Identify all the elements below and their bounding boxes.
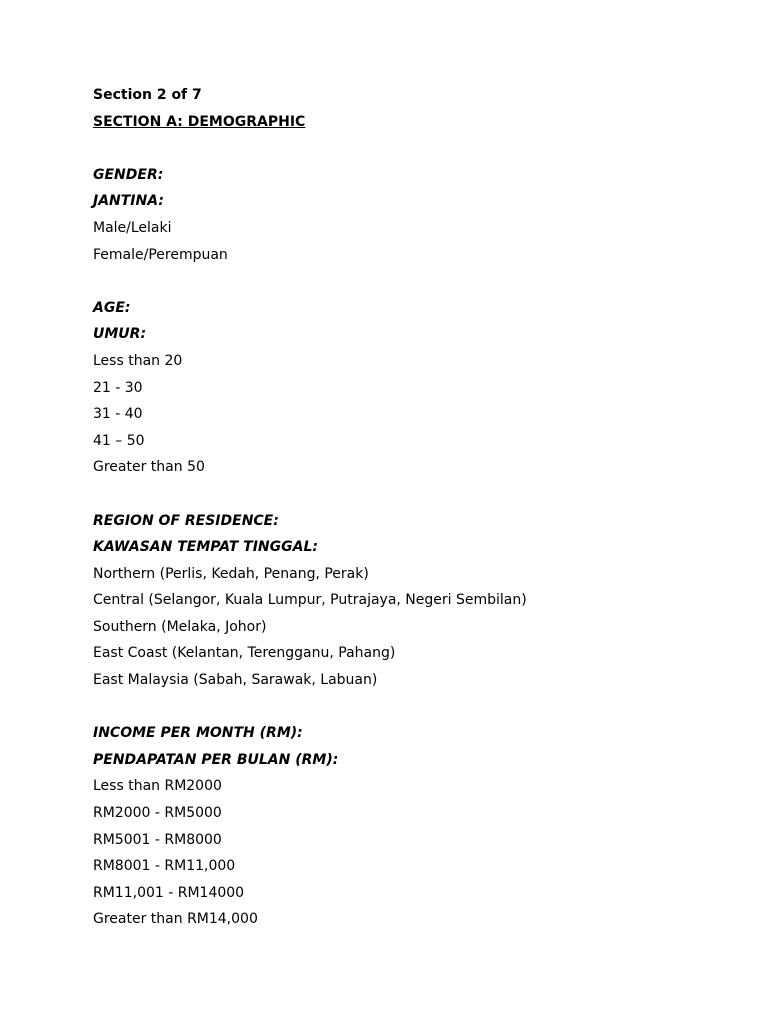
spacer bbox=[93, 698, 713, 725]
gender-label-ms: JANTINA: bbox=[93, 193, 164, 210]
income-option: RM2000 - RM5000 bbox=[93, 805, 222, 822]
age-question bbox=[93, 299, 713, 485]
income-label-ms: PENDAPATAN PER BULAN (RM): bbox=[93, 751, 339, 768]
region-label-ms: KAWASAN TEMPAT TINGGAL: bbox=[93, 539, 318, 556]
income-option: RM5001 - RM8000 bbox=[93, 831, 222, 848]
age-option: 31 - 40 bbox=[93, 406, 143, 423]
income-question bbox=[93, 724, 713, 937]
region-option: Northern (Perlis, Kedah, Penang, Perak) bbox=[93, 565, 369, 582]
age-option: 41 – 50 bbox=[93, 432, 145, 449]
section-counter: Section 2 of 7 bbox=[93, 87, 202, 103]
income-option: Greater than RM14,000 bbox=[93, 911, 258, 928]
income-option: Less than RM2000 bbox=[93, 778, 222, 795]
region-option: Southern (Melaka, Johor) bbox=[93, 618, 267, 635]
gender-label-en: GENDER: bbox=[93, 166, 164, 183]
spacer bbox=[93, 485, 713, 512]
section-heading: SECTION A: DEMOGRAPHIC bbox=[93, 113, 306, 130]
region-option: East Malaysia (Sabah, Sarawak, Labuan) bbox=[93, 672, 378, 689]
age-option: Less than 20 bbox=[93, 352, 183, 369]
spacer bbox=[93, 272, 713, 299]
income-option: RM11,001 - RM14000 bbox=[93, 884, 245, 901]
region-option: Central (Selangor, Kuala Lumpur, Putrajaya, Negeri Sembilan) bbox=[93, 592, 527, 609]
gender-question bbox=[93, 166, 713, 272]
age-label-ms: UMUR: bbox=[93, 326, 147, 343]
income-label-en: INCOME PER MONTH (RM): bbox=[93, 725, 303, 742]
document-body bbox=[93, 86, 713, 937]
region-option: East Coast (Kelantan, Terengganu, Pahang) bbox=[93, 645, 396, 662]
age-option: Greater than 50 bbox=[93, 459, 205, 476]
gender-option: Male/Lelaki bbox=[93, 219, 172, 236]
region-question bbox=[93, 512, 713, 698]
region-label-en: REGION OF RESIDENCE: bbox=[93, 512, 279, 529]
income-option: RM8001 - RM11,000 bbox=[93, 858, 236, 875]
age-option: 21 - 30 bbox=[93, 379, 143, 396]
gender-option: Female/Perempuan bbox=[93, 246, 228, 263]
age-label-en: AGE: bbox=[93, 299, 131, 316]
spacer bbox=[93, 139, 713, 166]
